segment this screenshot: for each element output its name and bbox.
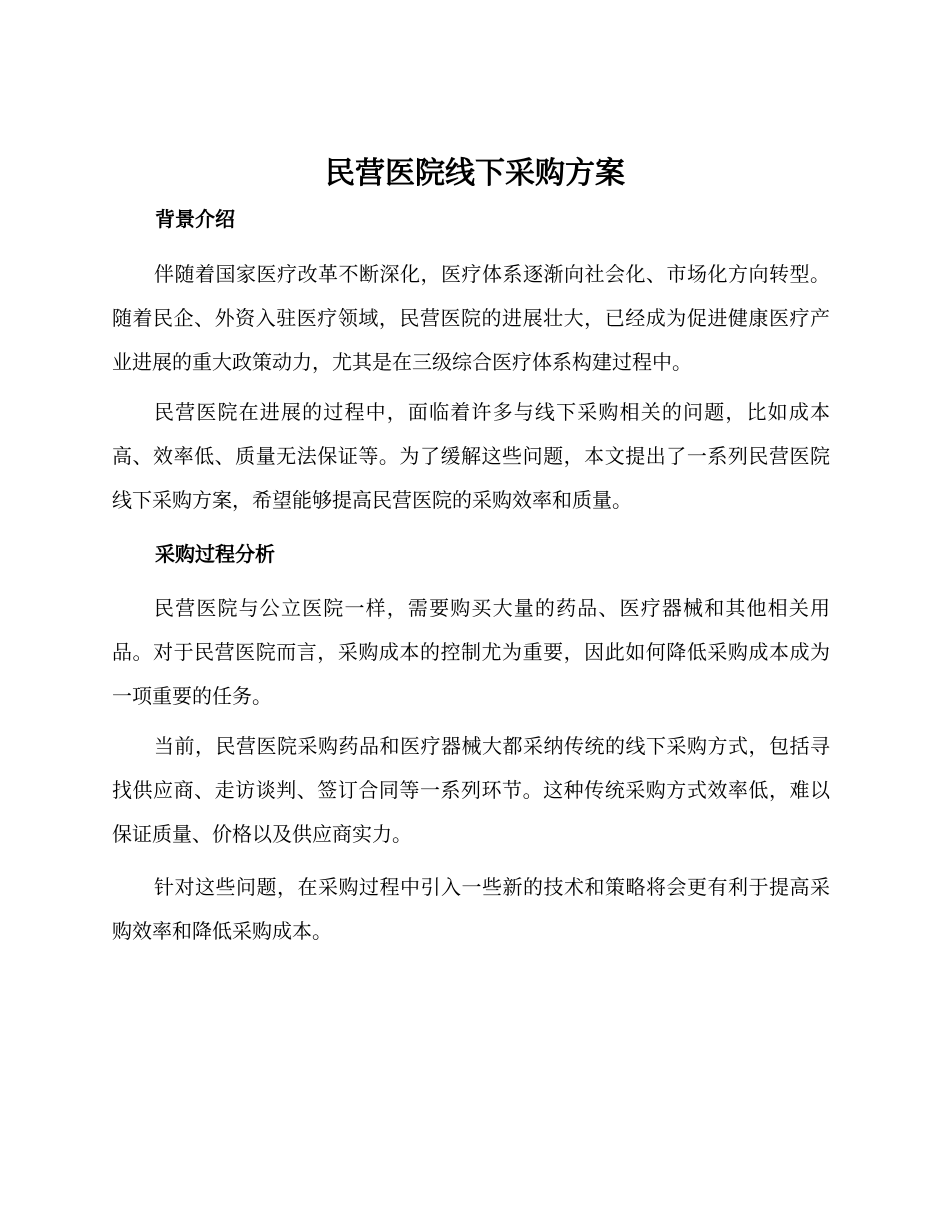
section-heading-procurement-analysis: 采购过程分析 <box>155 542 275 566</box>
paragraph-procurement-1: 民营医院与公立医院一样，需要购买大量的药品、医疗器械和其他相关用品。对于民营医院而言，采购成本的控制尤为重要，因此如何降低采购成本成为一项重要的任务。 <box>112 596 830 708</box>
paragraph-procurement-3: 针对这些问题，在采购过程中引入一些新的技术和策略将会更有利于提高采购效率和降低采购成本。 <box>112 875 830 943</box>
paragraph-background-1: 伴随着国家医疗改革不断深化，医疗体系逐渐向社会化、市场化方向转型。随着民企、外资入驻医疗领域，民营医院的进展壮大，已经成为促进健康医疗产业进展的重大政策动力，尤其是在三级综合医疗体系构建过程中。 <box>112 262 830 374</box>
page-title: 民营医院线下采购方案 <box>325 156 625 191</box>
paragraph-procurement-2: 当前，民营医院采购药品和医疗器械大都采纳传统的线下采购方式，包括寻找供应商、走访谈判、签订合同等一系列环节。这种传统采购方式效率低，难以保证质量、价格以及供应商实力。 <box>112 734 830 846</box>
section-heading-background: 背景介绍 <box>155 207 235 231</box>
paragraph-background-2: 民营医院在进展的过程中，面临着许多与线下采购相关的问题，比如成本高、效率低、质量无法保证等。为了缓解这些问题，本文提出了一系列民营医院线下采购方案，希望能够提高民营医院的采购效率和质量。 <box>112 400 830 512</box>
